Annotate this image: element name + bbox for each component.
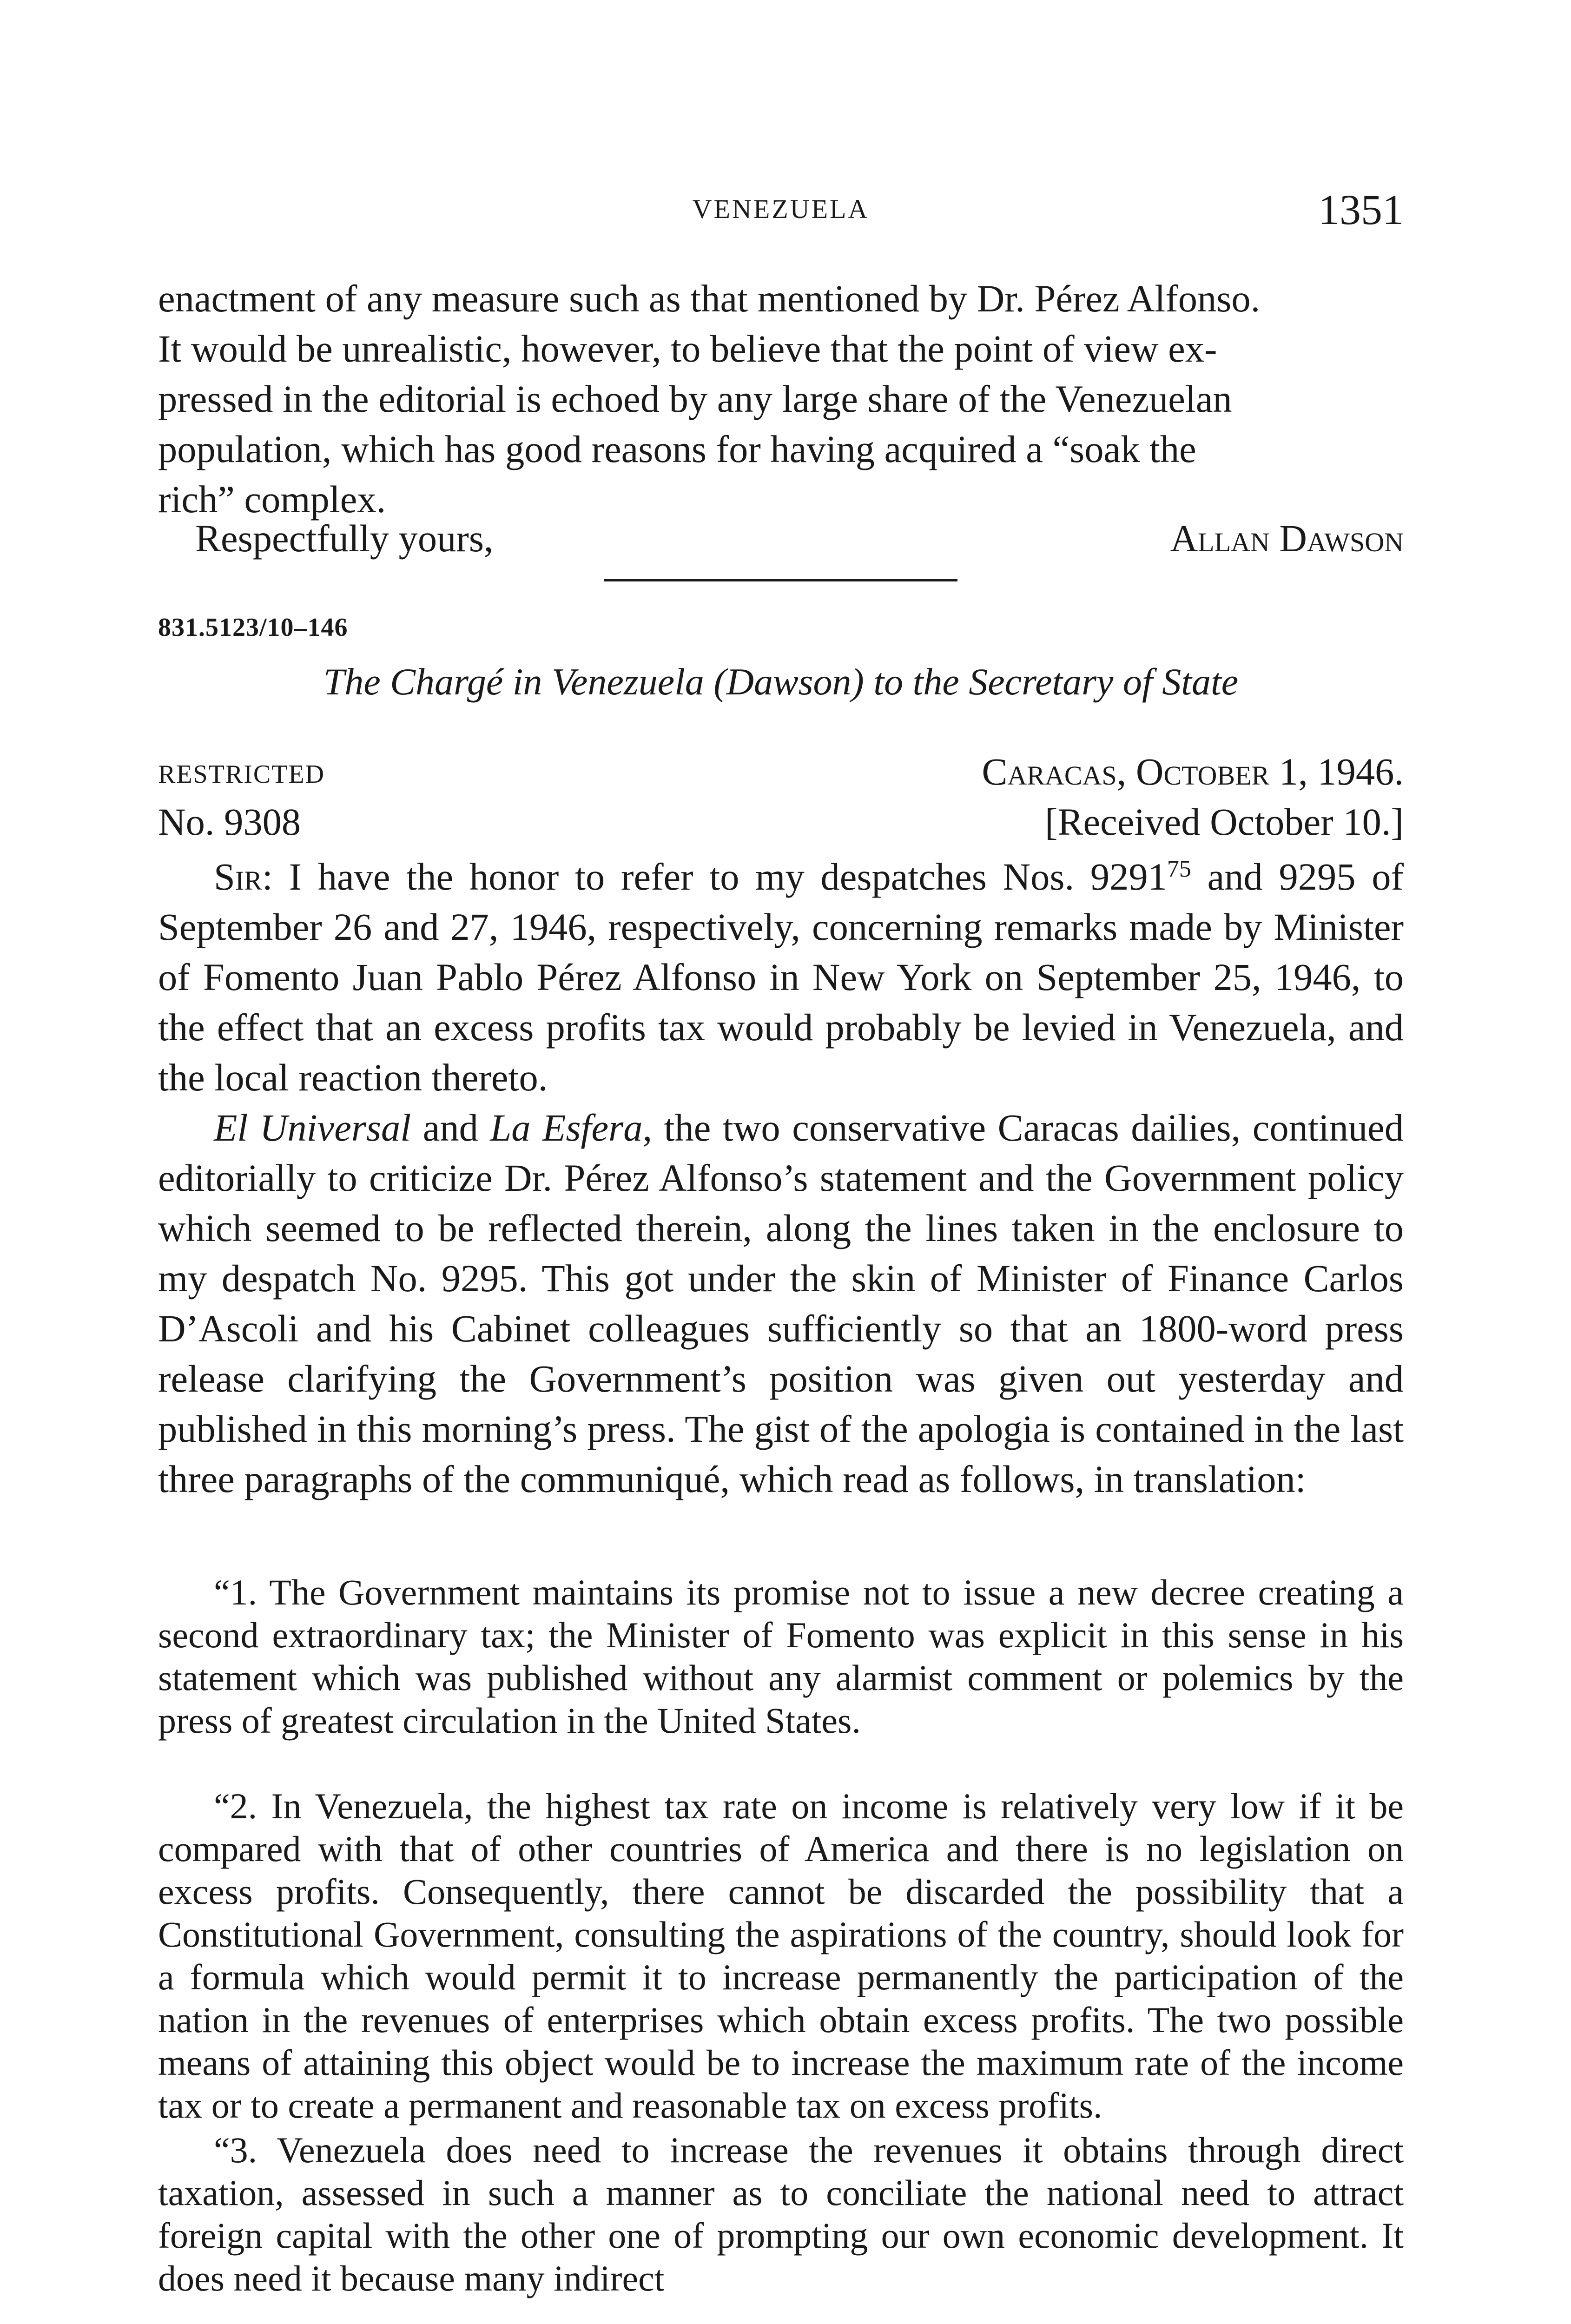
paragraph-text: I have the honor to refer to my despatches Nos. 9291 <box>289 855 1167 898</box>
salutation: Sir: <box>214 855 273 898</box>
body-paragraph-1 <box>158 852 1404 1103</box>
opening-line: rich” complex. <box>158 478 386 521</box>
place-date: Caracas, October 1, 1946. <box>982 750 1404 793</box>
conjunction: and <box>422 1106 478 1149</box>
meta-row-1 <box>158 749 1404 799</box>
running-title: VENEZUELA <box>692 194 870 224</box>
body-paragraph-2 <box>158 1103 1404 1504</box>
footnote-reference: 75 <box>1167 856 1191 882</box>
quote-paragraph-3: “3. Venezuela does need to increase the revenues it obtains through direct taxation, assessed in such a manner as to conciliate the national need to attract foreign capital with the other one of prompting our own economic development. It does need it because many indirect <box>158 2130 1404 2298</box>
file-number: 831.5123/10–146 <box>158 613 348 642</box>
quote-paragraph-1: “1. The Government maintains its promise not to issue a new decree creating a second extraordinary tax; the Minister of Fomento was explicit in this sense in his statement which was published without any alarmist comment or polemics by the press of greatest circulation in the United States. <box>158 1572 1404 1741</box>
received-date: [Received October 10.] <box>1045 800 1404 843</box>
closing-line <box>158 513 1404 563</box>
document-heading: The Chargé in Venezuela (Dawson) to the Secretary of State <box>323 660 1239 703</box>
opening-paragraph <box>158 273 1404 524</box>
meta-row-2 <box>158 799 1404 850</box>
complimentary-close: Respectfully yours, <box>195 517 494 560</box>
opening-line: enactment of any measure such as that mentioned by Dr. Pérez Alfonso. <box>158 277 1261 320</box>
newspaper-title: El Universal <box>214 1106 411 1149</box>
section-divider <box>604 579 957 581</box>
despatch-number: No. 9308 <box>158 800 301 843</box>
paragraph-text: the two conservative Caracas dailies, continued editorially to criticize Dr. Pérez Alfonso’s statement and the Government policy which seemed to be reflected therein, along the lines taken in the enclosure to my despatch No. 9295. This got under the skin of Minister of Finance Carlos D’Ascoli and his Cabinet colleagues sufficiently so that an 1800-word press release clarifying the Government’s position was given out yesterday and published in this morning’s press. The gist of the apologia is contained in the last three paragraphs of the communiqué, which read as follows, in translation: <box>158 1106 1404 1500</box>
paragraph-text: and 9295 of September 26 and 27, 1946, respectively, concerning remarks made by Minister of Fomento Juan Pablo Pérez Alfonso in New York on September 25, 1946, to the effect that an excess profits tax would probably be levied in Venezuela, and the local reaction thereto. <box>158 855 1404 1099</box>
quote-paragraph-2: “2. In Venezuela, the highest tax rate on income is relatively very low if it be compared with that of other countries of America and there is no legislation on excess profits. Consequently, there cannot be discarded the possibility that a Constitutional Government, consulting the aspirations of the country, should look for a formula which would permit it to increase permanently the participation of the nation in the revenues of enterprises which obtain excess profits. The two possible means of attaining this object would be to increase the maximum rate of the income tax or to create a permanent and reasonable tax on excess profits. <box>158 1786 1404 2126</box>
page-number: 1351 <box>1318 186 1404 233</box>
signature: Allan Dawson <box>1170 517 1404 560</box>
opening-line: It would be unrealistic, however, to believe that the point of view ex- <box>158 327 1217 370</box>
opening-line: pressed in the editorial is echoed by any large share of the Venezuelan <box>158 377 1232 420</box>
running-head <box>158 185 1404 241</box>
opening-line: population, which has good reasons for having acquired a “soak the <box>158 428 1196 470</box>
classification-label: RESTRICTED <box>158 760 325 789</box>
newspaper-title: La Esfera, <box>490 1106 653 1149</box>
